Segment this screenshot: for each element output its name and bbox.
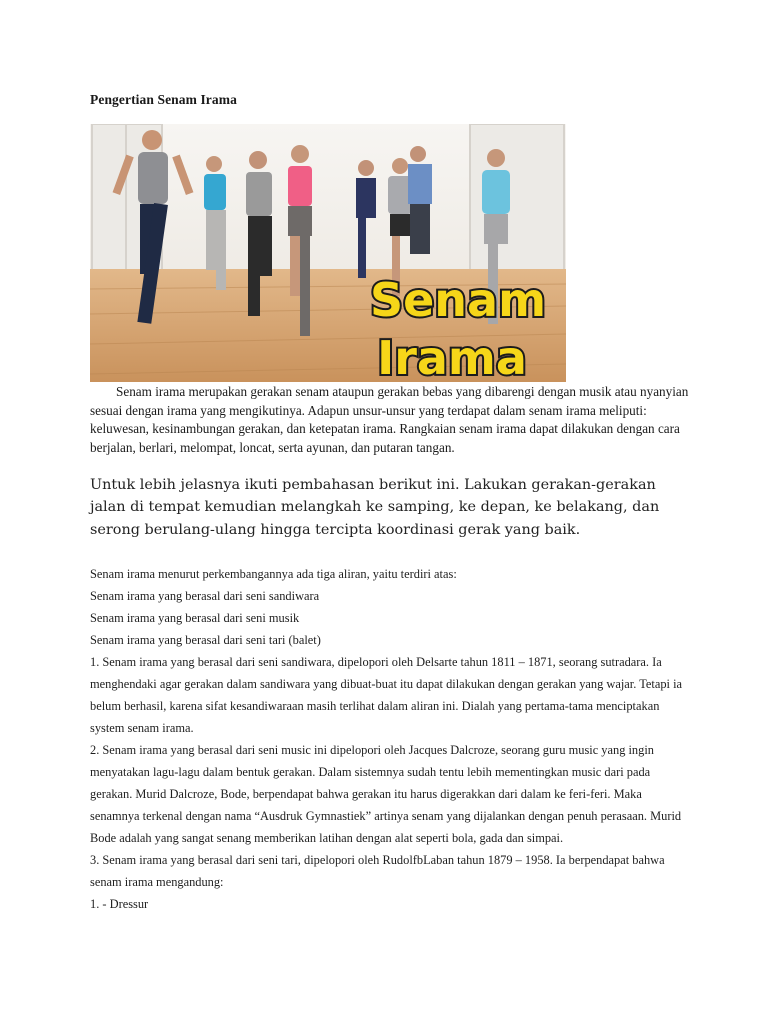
aliran-item: Senam irama yang berasal dari seni sandiwara [90, 589, 320, 603]
numbered-paragraph-1: 1. Senam irama yang berasal dari seni sandiwara, dipelopori oleh Delsarte tahun 1811 – 1871, seorang sutradara. Ia menghendaki agar gerakan dalam sandiwara yang dibuat-buat itu dapat dilakukan dengan gerakan yang wajar. Tetapi ia belum berhasil, karena sifat kesandiwaraan masih terlihat dalam aliran ini. Dialah yang pertama-tama menciptakan system senam irama. [90, 655, 683, 735]
aliran-intro: Senam irama menurut perkembangannya ada tiga aliran, yaitu terdiri atas: [90, 567, 457, 581]
image-text-irama: Irama [377, 331, 527, 382]
senam-irama-photo [90, 124, 566, 382]
paragraph-instruction: Untuk lebih jelasnya ikuti pembahasan berikut ini. Lakukan gerakan-gerakan jalan di tempat kemudian melangkah ke samping, ke depan, ke belakang, dan serong berulang-ulang hingga tercipta koordinasi gerak yang baik. [90, 477, 660, 538]
paragraph-definition-text: Senam irama merupakan gerakan senam ataupun gerakan bebas yang dibarengi dengan musik atau nyanyian sesuai dengan irama yang mengikutinya. Adapun unsur-unsur yang terdapat dalam senam irama meliputi: keluwesan, kesinambungan gerakan, dan ketepatan irama. Rangkaian senam irama dapat dilakukan dengan cara berjalan, berlari, melompat, loncat, serta ayunan, dan putaran tangan. [90, 384, 689, 455]
aliran-section [90, 563, 690, 915]
numbered-paragraph-3: 3. Senam irama yang berasal dari seni tari, dipelopori oleh RudolfbLaban tahun 1879 – 1958. Ia berpendapat bahwa senam irama mengandung: [90, 853, 665, 889]
page-title: Pengertian Senam Irama [90, 92, 237, 107]
image-text-senam: Senam [369, 273, 547, 327]
aliran-item: Senam irama yang berasal dari seni musik [90, 611, 300, 625]
numbered-paragraph-2: 2. Senam irama yang berasal dari seni music ini dipelopori oleh Jacques Dalcroze, seorang guru music yang ingin menyatakan lagu-lagu dalam bentuk gerakan. Dalam sistemnya sudah tentu lebih mementingkan music dari pada gerakan. Murid Dalcroze, Bode, berpendapat bahwa gerakan itu harus digerakkan dari dalam ke feri-feri. Maka senamnya terkenal dengan nama “Ausdruk Gymnastiek” artinya senam yang dijalankan dengan penuh perasaan. Murid Bode adalah yang sangat senang memberikan latihan dengan alat seperti bola, gada dan simpai. [90, 743, 682, 845]
sub-item-dressur: 1. - Dressur [90, 897, 149, 911]
aliran-item: Senam irama yang berasal dari seni tari (balet) [90, 633, 321, 647]
paragraph-definition [90, 383, 690, 457]
